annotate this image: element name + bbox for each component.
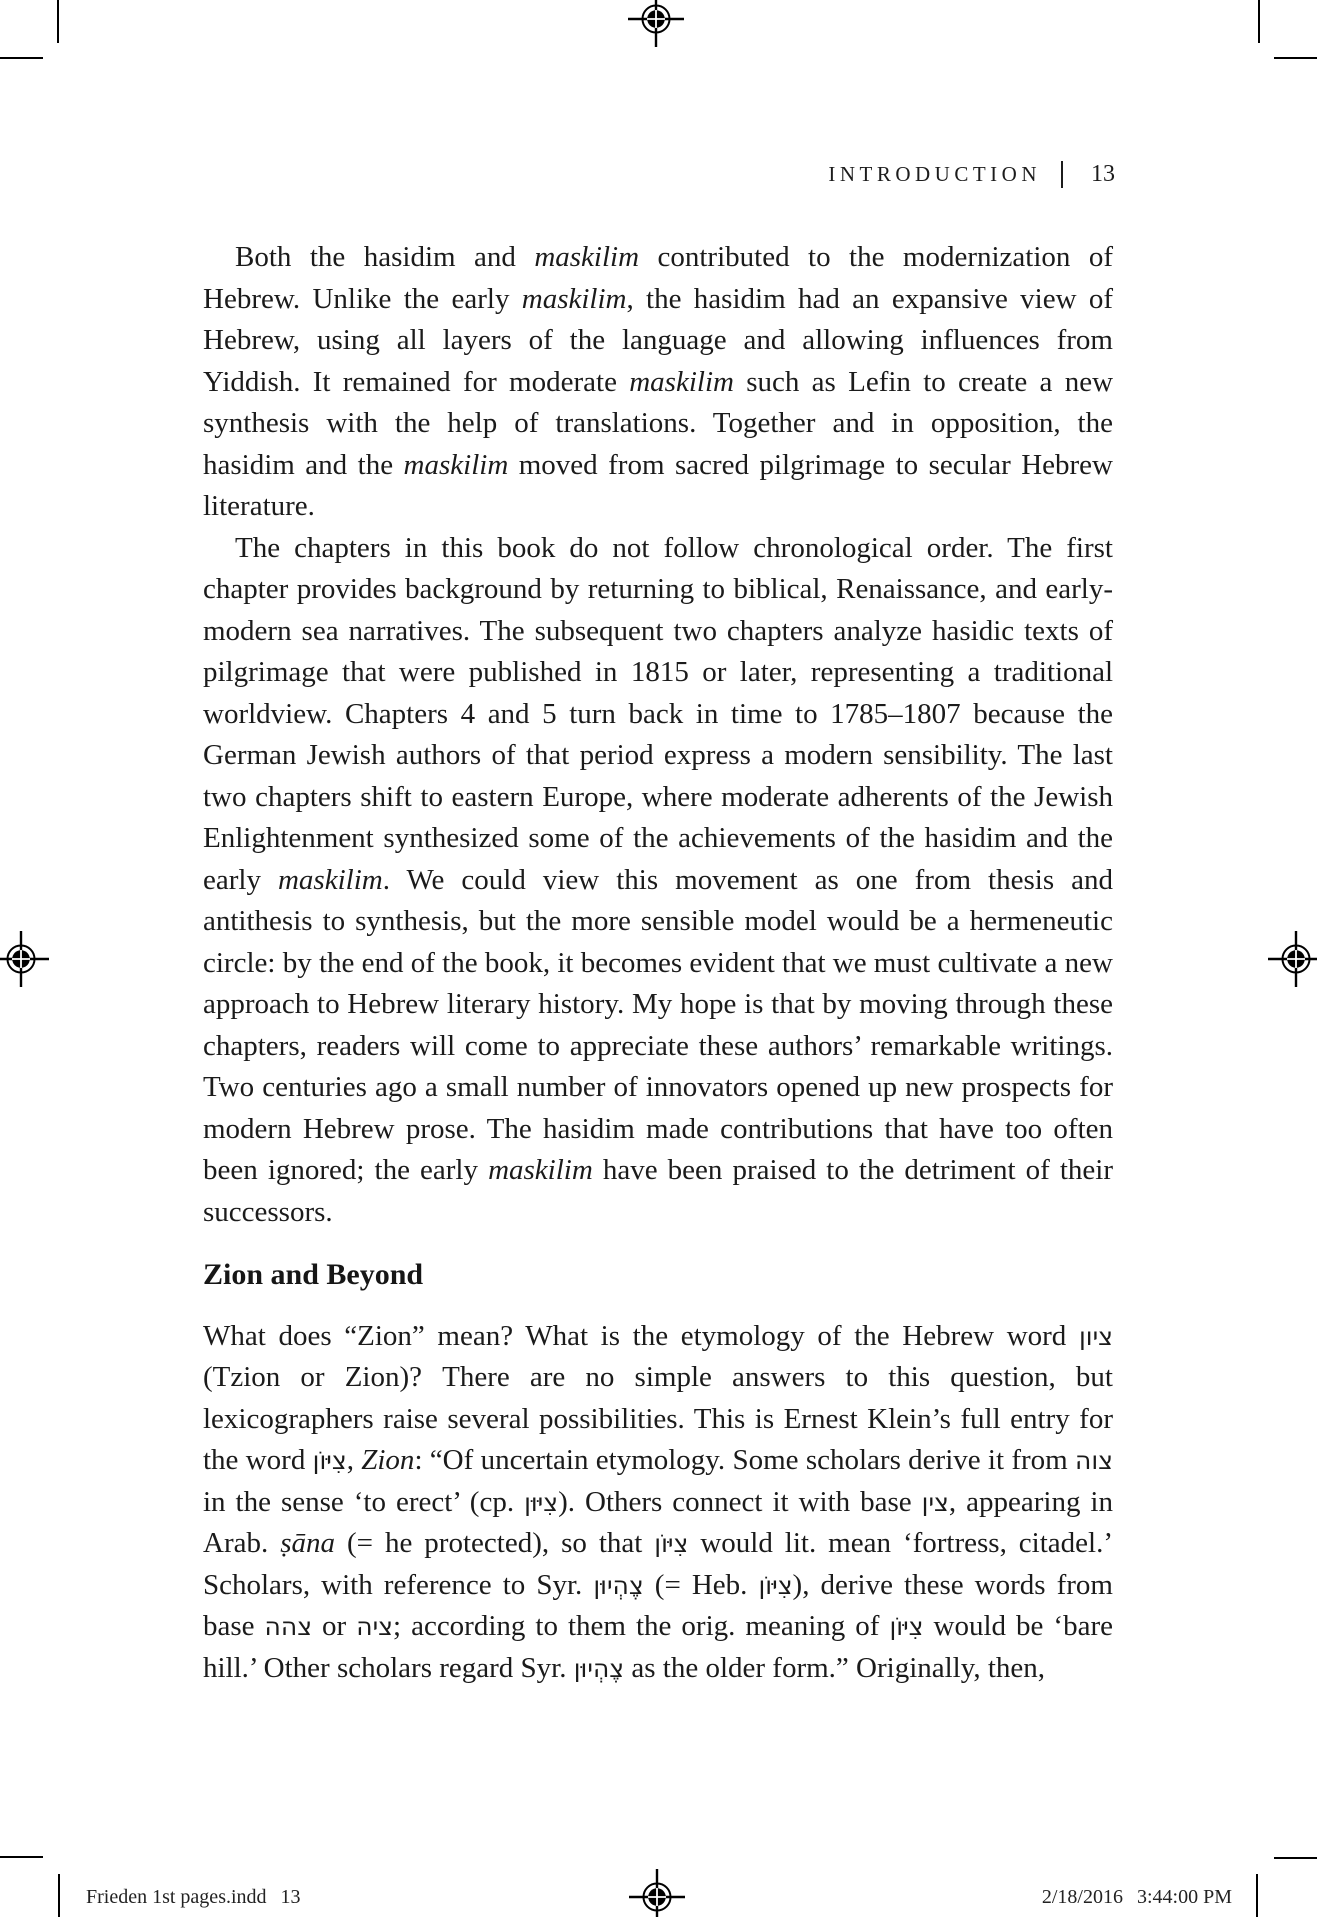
- footer-date: 2/18/2016: [1041, 1886, 1123, 1908]
- crop-mark-bottom-left-horizontal: [0, 1856, 43, 1858]
- crop-mark-top-left-vertical: [57, 0, 59, 43]
- registration-mark-icon-bottom: [629, 1869, 685, 1917]
- crop-mark-top-right-vertical: [1258, 0, 1260, 43]
- paragraph-zion-etymology: What does “Zion” mean? What is the etymology of the Hebrew word ציון (Tzion or Zion)? There are no simple answers to this question, but lexicographers raise several possibilities. This is Ernest Klein’s full entry for the word צִיּוֹן, Zion: “Of uncertain etymology. Some scholars derive it from צוה in the sense ‘to erect’ (cp. צִיּוּן). Others connect it with base צין, appearing in Arab. ṣāna (= he protected), so that צִיּוֹן would lit. mean ‘fortress, citadel.’ Scholars, with reference to Syr. צֶהְיוּן (= Heb. צִיּוֹן), derive these words from base צהה or ציה; according to them the orig. meaning of צִיּוֹן would be ‘bare hill.’ Other scholars regard Syr. צֶהְיוּן as the older form.” Originally, then,: [203, 1319, 1114, 1684]
- crop-mark-bottom-right-vertical: [1256, 1874, 1258, 1917]
- paragraph-chapter-overview: The chapters in this book do not follow chronological order. The first chapter provides background by returning to biblical, Renaissance, and early-modern sea narratives. The subsequent two chapters analyze hasidic texts of pilgrimage that were published in 1815 or later, representing a traditional worldview. Chapters 4 and 5 turn back in time to 1785–1807 because the German Jewish authors of that period express a modern sensibility. The last two chapters shift to eastern Europe, where moderate adherents of the Jewish Enlightenment synthesized some of the achievements of the hasidim and the early maskilim. We could view this movement as one from thesis and antithesis to synthesis, but the more sensible model would be a hermeneutic circle: by the end of the book, it becomes evident that we must cultivate a new approach to Hebrew literary history. My hope is that by moving through these chapters, readers will come to appreciate these authors’ remarkable writings. Two centuries ago a small number of innovators opened up new prospects for modern Hebrew prose. The hasidim made contributions that have too often been ignored; the early maskilim have been praised to the detriment of their successors.: [203, 531, 1113, 1228]
- registration-mark-icon-top: [628, 0, 684, 47]
- crop-mark-top-right-horizontal: [1274, 57, 1317, 59]
- header-section-title: INTRODUCTION: [828, 162, 1041, 186]
- footer-filename: [86, 1886, 301, 1909]
- footer-timestamp: [1042, 1886, 1232, 1909]
- crop-mark-top-left-horizontal: [0, 57, 43, 59]
- crop-mark-bottom-right-horizontal: [1274, 1857, 1317, 1859]
- crop-mark-bottom-left-vertical: [58, 1874, 60, 1917]
- section-heading: Zion and Beyond: [203, 1258, 424, 1291]
- footer-time: 3:44:00 PM: [1136, 1886, 1232, 1908]
- footer-filename-text: Frieden 1st pages.indd: [86, 1886, 267, 1908]
- header-divider: [1061, 161, 1063, 188]
- registration-mark-icon-left: [0, 931, 49, 987]
- footer-page-number: 13: [280, 1886, 301, 1908]
- registration-mark-icon-right: [1268, 931, 1317, 987]
- paragraph-hasidim-maskilim: Both the hasidim and maskilim contributed to the modernization of Hebrew. Unlike the early maskilim, the hasidim had an expansive view of Hebrew, using all layers of the language and allowing influences from Yiddish. It remained for moderate maskilim such as Lefin to create a new synthesis with the help of translations. Together and in opposition, the hasidim and the maskilim moved from sacred pilgrimage to secular Hebrew literature.: [203, 241, 1114, 522]
- header-page-number: 13: [1091, 161, 1115, 187]
- body-text-column: [203, 237, 1113, 1689]
- running-header: [203, 161, 1115, 188]
